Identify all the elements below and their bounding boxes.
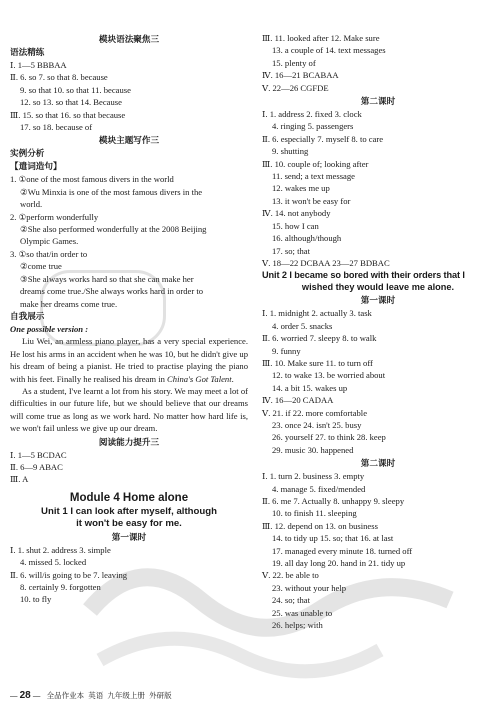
section-title-writing: 模块主题写作三 <box>98 135 160 146</box>
lesson-2-title: 第二课时 <box>360 96 396 107</box>
answer-line: 17. managed every minute 18. turned off <box>272 545 413 556</box>
answer-line: Ⅰ. 1. turn 2. business 3. empty <box>262 471 365 482</box>
answer-line: Ⅴ. 22—26 CGFDE <box>262 82 329 93</box>
answer-line: Ⅱ. 6. will/is going to be 7. leaving <box>10 569 128 580</box>
answer-line: 9. shutting <box>272 146 309 157</box>
answer-line: Ⅱ. 6. worried 7. sleepy 8. to walk <box>262 333 377 344</box>
answer-line: 4. ringing 5. passengers <box>272 121 354 132</box>
answer-line: Ⅱ. 6. so 7. so that 8. because <box>10 72 108 83</box>
answer-line: 23. once 24. isn't 25. busy <box>272 419 362 430</box>
answer-line: Ⅱ. 6—9 ABAC <box>10 461 63 472</box>
answer-line: 9. funny <box>272 345 301 356</box>
footer-grade: 九年级上册 <box>107 691 145 700</box>
lesson-1-title: 第一课时 <box>111 531 147 542</box>
footer-dash: — <box>32 691 41 700</box>
section-title-reading: 阅读能力提升三 <box>98 436 160 447</box>
answer-line: 15. how I can <box>272 220 319 231</box>
subsection-self-show: 自我展示 <box>10 310 45 321</box>
answer-line: Ⅱ. 6. me 7. Actually 8. unhappy 9. sleepy <box>262 496 405 506</box>
answer-line: 8. certainly 9. forgotten <box>20 582 101 592</box>
essay-paragraph-2: As a student, I've learnt a lot from his story. We may meet a lot of difficulties in our future life, but we should believe that our dreams will come true as long as we work hard. No matter how hard life is, we won't fail unless we give up our dream. <box>10 385 248 434</box>
answer-line: Ⅰ. 1. shut 2. address 3. simple <box>10 544 111 555</box>
essay-text-end: . <box>231 373 234 384</box>
answer-line: 12. so 13. so that 14. Because <box>20 97 122 108</box>
answer-line: 2. ①perform wonderfully <box>10 211 99 222</box>
unit-1-title-cont: it won't be easy for me. <box>76 517 182 529</box>
lesson-2-title: 第二课时 <box>360 458 396 469</box>
answer-line: 14. a bit 15. wakes up <box>272 382 348 393</box>
answer-line: 9. so that 10. so that 11. because <box>20 84 131 95</box>
answer-line: Ⅲ. A <box>10 474 29 485</box>
answer-line: 15. plenty of <box>272 57 316 68</box>
answer-line: Ⅲ. 15. so that 16. so that because <box>10 109 126 120</box>
answer-line: 4. manage 5. fixed/mended <box>272 483 366 494</box>
answer-line: Ⅴ. 18—22 DCBAA 23—27 BDBAC <box>262 257 390 268</box>
watermark-shape <box>80 540 460 680</box>
answer-line: 26. yourself 27. to think 28. keep <box>272 432 386 443</box>
answer-line: 19. all day long 20. hand in 21. tidy up <box>272 558 406 569</box>
footer-edition: 外研版 <box>149 691 172 700</box>
footer-book-name: 全品作业本 <box>46 691 85 700</box>
answer-line: Ⅰ. 1—5 BCDAC <box>10 449 67 460</box>
answer-line: 3. ①so that/in order to <box>10 248 88 259</box>
answer-line: 10. to fly <box>20 594 52 605</box>
answer-line: Ⅲ. 10. couple of; looking after <box>262 158 369 169</box>
answer-line: Ⅲ. 11. looked after 12. Make sure <box>262 33 380 43</box>
answer-line: Olympic Games. <box>20 236 79 247</box>
answer-line: 23. without your help <box>272 582 346 593</box>
answer-line: 12. wakes me up <box>272 183 330 194</box>
lesson-1-title: 第一课时 <box>360 295 396 306</box>
answer-line: Ⅳ. 14. not anybody <box>262 208 331 219</box>
subsection-grammar-practice: 语法精练 <box>10 47 45 57</box>
answer-line: 11. send; a text message <box>272 171 355 182</box>
answer-line: dreams come true./She always works hard in order to <box>20 286 204 297</box>
answer-line: 4. order 5. snacks <box>272 320 333 331</box>
page-number: 28 <box>19 690 31 701</box>
answer-line: ②come true <box>20 261 62 272</box>
answer-line: ②She also performed wonderfully at the 2008 Beijing <box>20 224 207 235</box>
answer-line: Ⅲ. 12. depend on 13. on business <box>262 520 378 531</box>
answer-line: 10. to finish 11. sleeping <box>272 508 357 519</box>
answer-line: Ⅰ. 1—5 BBBAA <box>10 60 67 70</box>
answer-line: 13. a couple of 14. text messages <box>272 45 386 56</box>
answer-line: Ⅰ. 1. midnight 2. actually 3. task <box>262 308 372 319</box>
answer-line: 4. missed 5. locked <box>20 557 87 568</box>
answer-line: ③She always works hard so that she can make her <box>20 273 194 284</box>
unit-2-title-cont: wished they would leave me alone. <box>301 282 455 293</box>
page-footer <box>10 690 172 701</box>
answer-line: Ⅴ. 21. if 22. more comfortable <box>262 407 368 418</box>
answer-line: 26. helps; with <box>272 620 323 631</box>
answer-line: ②Wu Minxia is one of the most famous divers in the <box>20 186 203 197</box>
watermark-logo <box>80 540 460 680</box>
subsection-sentence-building: 【遣词造句】 <box>10 161 62 172</box>
answer-line: 17. so; that <box>272 245 310 256</box>
essay-italic-title: China's Got Talent <box>167 373 232 384</box>
answer-line: Ⅳ. 16—21 BCABAA <box>262 70 339 81</box>
module-title: Module 4 Home alone <box>69 491 189 504</box>
watermark-stamp <box>40 270 166 346</box>
footer-dash: — <box>10 691 18 700</box>
section-title-grammar: 模块语法聚焦三 <box>98 34 160 44</box>
answer-line: 17. so 18. because of <box>20 122 93 133</box>
answer-line: 1. ①one of the most famous divers in the world <box>10 174 174 185</box>
answer-line: world. <box>20 199 43 210</box>
answer-line: Ⅳ. 16—20 CADAA <box>262 395 334 406</box>
essay-text: Liu Wei, an armless piano player, has a very special experience. He lost his arms in an accident when he was 10, but he didn't give up his dream of being a pianist. He tried to practise playing the piano with his feet. Finally he realised his dream in <box>10 336 248 384</box>
footer-subject: 英语 <box>88 691 104 700</box>
answer-line: Ⅱ. 6. especially 7. myself 8. to care <box>262 133 384 144</box>
answer-line: 12. to wake 13. be worried about <box>272 370 386 381</box>
answer-line: 24. so; that <box>272 595 310 606</box>
answer-line: make her dreams come true. <box>20 298 118 309</box>
answer-line: Ⅰ. 1. address 2. fixed 3. clock <box>262 109 362 120</box>
answer-line: 14. to tidy up 15. so; that 16. at last <box>272 533 394 544</box>
answer-line: 29. music 30. happened <box>272 444 354 455</box>
answer-line: Ⅲ. 10. Make sure 11. to turn off <box>262 357 373 368</box>
answer-line: 13. it won't be easy for <box>272 195 351 206</box>
subsection-example-analysis: 实例分析 <box>10 148 45 159</box>
answer-line: 25. was unable to <box>272 607 333 618</box>
unit-1-title: Unit 1 I can look after myself, although <box>41 505 217 517</box>
version-label: One possible version : <box>10 323 89 334</box>
answer-line: 16. although/though <box>272 233 342 244</box>
answer-line: Ⅴ. 22. be able to <box>262 570 319 581</box>
unit-2-title: Unit 2 I became so bored with their orders that I <box>262 270 465 281</box>
